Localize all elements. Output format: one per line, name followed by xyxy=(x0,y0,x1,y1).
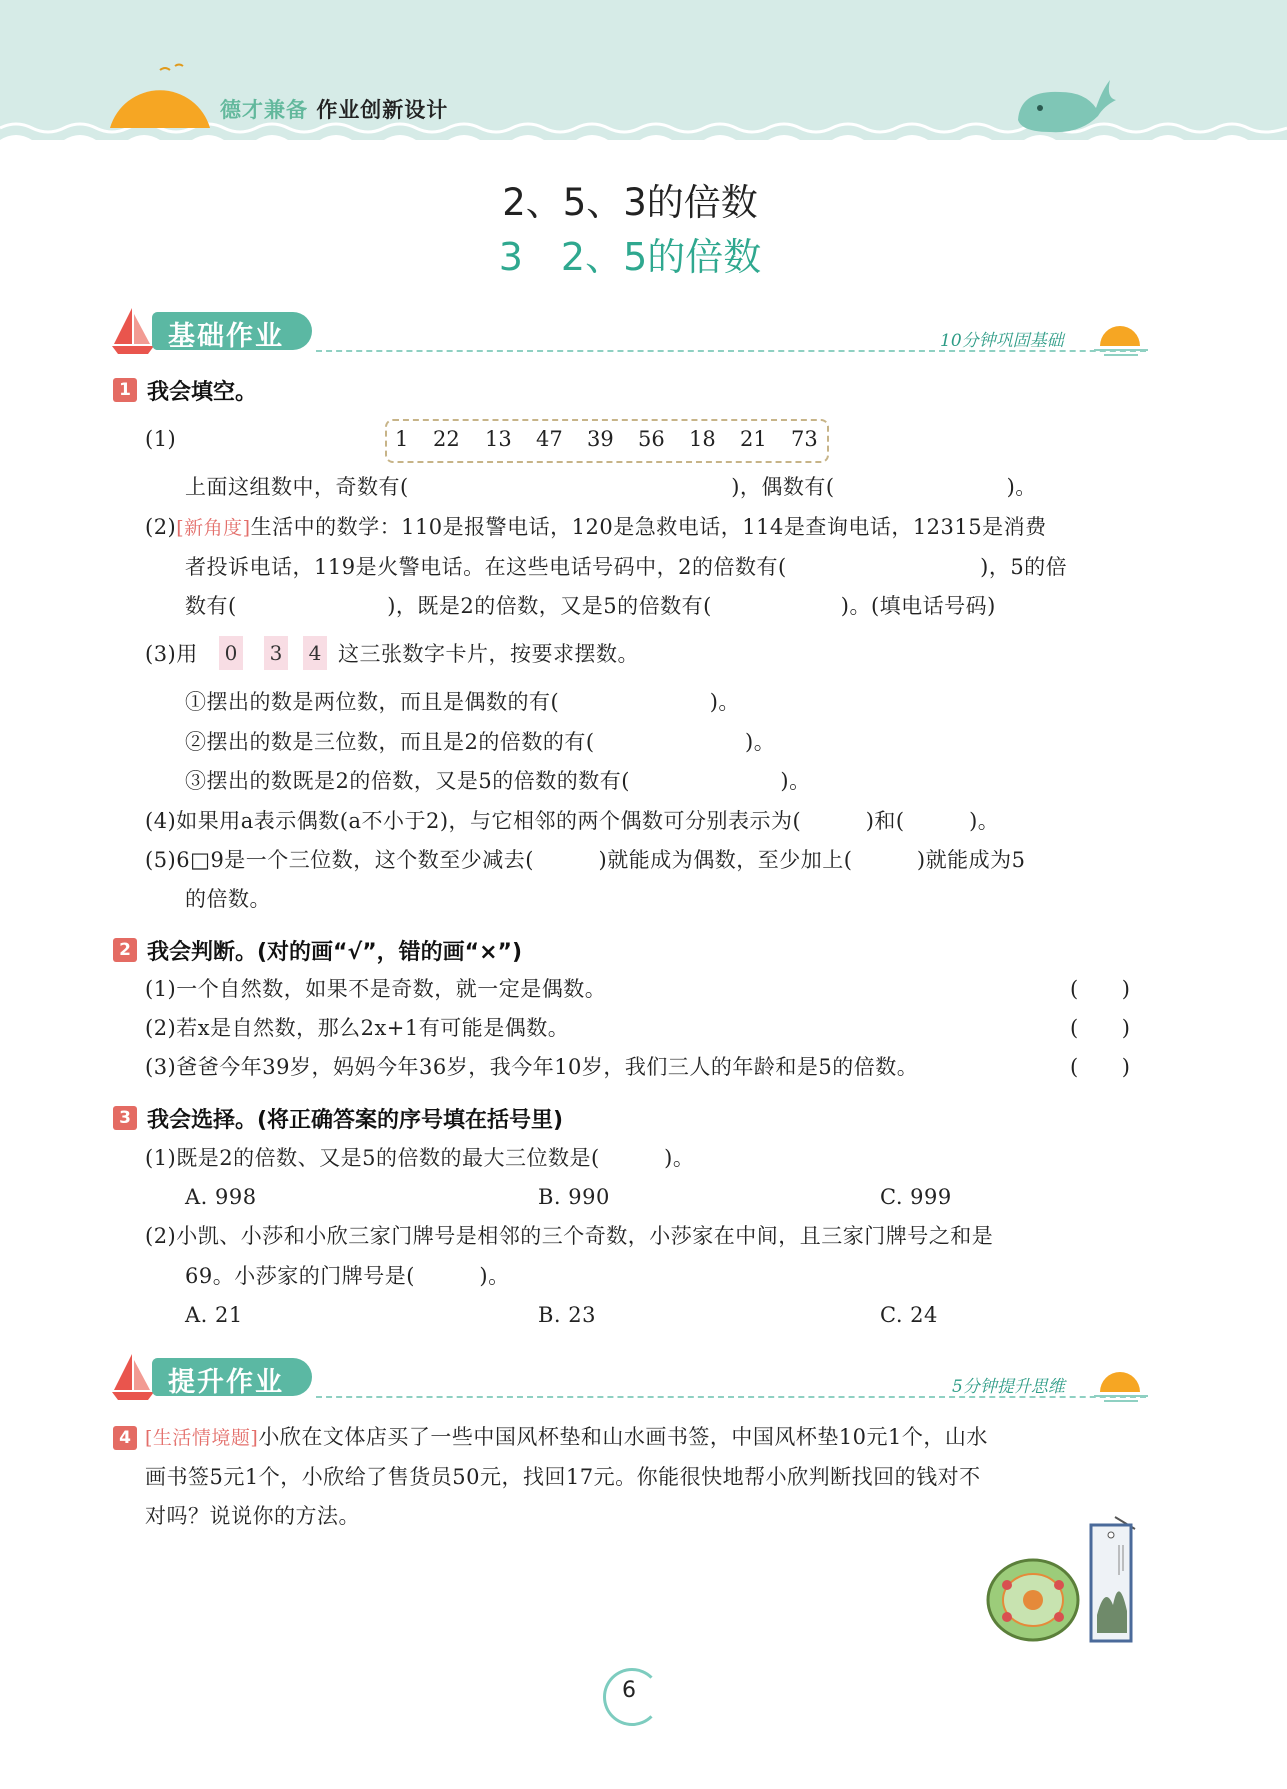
number-item: 22 xyxy=(433,427,460,451)
q4-line3: 对吗？说说你的方法。 xyxy=(145,1504,360,1528)
life-scenario-tag: [生活情境题] xyxy=(145,1427,259,1449)
q1-part3-b: ②摆出的数是三位数，而且是2的倍数的有( )。 xyxy=(185,730,776,754)
q1-part5-line2: 的倍数。 xyxy=(185,887,271,911)
number-item: 21 xyxy=(740,427,767,451)
number-item: 1 xyxy=(395,427,409,451)
option-c: C. 999 xyxy=(880,1185,952,1209)
q1-part2-line1 xyxy=(145,512,1047,543)
judge-item-1: (1)一个自然数，如果不是奇数，就一定是偶数。 xyxy=(145,977,607,1001)
lesson-title: 3 2、5的倍数 xyxy=(498,235,762,279)
number-item: 47 xyxy=(536,427,563,451)
q1-part1-label: (1) xyxy=(145,427,177,451)
number-item: 56 xyxy=(638,427,665,451)
q1-part5-line1: (5)6□9是一个三位数，这个数至少减去( )就能成为偶数，至少加上( )就能成为5 xyxy=(145,848,1026,872)
number-item: 73 xyxy=(791,427,818,451)
q1-part4: (4)如果用a表示偶数(a不小于2)，与它相邻的两个偶数可分别表示为( )和( )。 xyxy=(145,809,1000,833)
page-title: 2、5、3的倍数 xyxy=(502,181,758,224)
option-b: B. 23 xyxy=(538,1303,597,1327)
question-number-2: 2 xyxy=(113,938,137,962)
brand-title xyxy=(220,94,448,124)
q1-part2-line3: 数有( )，既是2的倍数，又是5的倍数有( )。(填电话号码) xyxy=(185,594,996,618)
digit-card: 4 xyxy=(303,636,327,670)
bookmark-illustration-icon xyxy=(1085,1515,1145,1645)
number-item: 18 xyxy=(689,427,716,451)
q1-part2-prefix: (2) xyxy=(145,515,177,539)
sunset-icon xyxy=(1092,1364,1150,1404)
judge-item-2: (2)若x是自然数，那么2x+1有可能是偶数。 xyxy=(145,1016,570,1040)
sailboat-icon xyxy=(110,306,156,356)
choice-question-2-line1: (2)小凯、小莎和小欣三家门牌号是相邻的三个奇数，小莎家在中间，且三家门牌号之和是 xyxy=(145,1224,994,1248)
question-number-1: 1 xyxy=(113,378,137,402)
question-number-4: 4 xyxy=(113,1426,137,1450)
section-note-basic: 10分钟巩固基础 xyxy=(940,331,1064,351)
section-title-advanced: 提升作业 xyxy=(168,1367,284,1398)
q1-part2-line2: 者投诉电话，119是火警电话。在这些电话号码中，2的倍数有( )，5的倍 xyxy=(185,555,1068,579)
page-number: 6 xyxy=(622,1678,636,1703)
q1-part1-question: 上面这组数中，奇数有( )，偶数有( )。 xyxy=(185,475,1037,499)
option-b: B. 990 xyxy=(538,1185,610,1209)
number-item: 39 xyxy=(587,427,614,451)
brand-name: 德才兼备 xyxy=(220,97,308,122)
q1-part3-prefix: (3)用 xyxy=(145,642,198,666)
sun-logo-icon xyxy=(105,60,215,130)
whale-icon xyxy=(1010,70,1120,135)
new-angle-tag: [新角度] xyxy=(176,517,251,539)
section-title-basic: 基础作业 xyxy=(168,321,284,352)
option-c: C. 24 xyxy=(880,1303,938,1327)
coaster-illustration-icon xyxy=(985,1555,1081,1645)
q4-line1 xyxy=(145,1422,988,1453)
q4-text1: 小欣在文体店买了一些中国风杯垫和山水画书签，中国风杯垫10元1个，山水 xyxy=(258,1425,988,1449)
answer-paren: ( ) xyxy=(1070,1055,1131,1079)
option-a: A. 998 xyxy=(185,1185,257,1209)
sailboat-icon xyxy=(110,1352,156,1402)
q1-part3-a: ①摆出的数是两位数，而且是偶数的有( )。 xyxy=(185,690,740,714)
question-number-3: 3 xyxy=(113,1106,137,1130)
answer-paren: ( ) xyxy=(1070,1016,1131,1040)
q1-part3-c: ③摆出的数既是2的倍数，又是5的倍数的数有( )。 xyxy=(185,769,811,793)
option-a: A. 21 xyxy=(185,1303,243,1327)
brand-series: 作业创新设计 xyxy=(316,97,449,122)
number-item: 13 xyxy=(485,427,512,451)
sunset-icon xyxy=(1092,318,1150,358)
q4-line2: 画书签5元1个，小欣给了售货员50元，找回17元。你能很快地帮小欣判断找回的钱对不 xyxy=(145,1465,981,1489)
question-title-3: 我会选择。(将正确答案的序号填在括号里) xyxy=(147,1108,564,1133)
question-title-1: 我会填空。 xyxy=(147,380,258,405)
question-title-2: 我会判断。(对的画“√”，错的画“×”) xyxy=(147,940,523,965)
q1-part3-suffix: 这三张数字卡片，按要求摆数。 xyxy=(338,642,639,666)
digit-card: 3 xyxy=(264,636,288,670)
digit-card: 0 xyxy=(219,636,243,670)
choice-question-1: (1)既是2的倍数、又是5的倍数的最大三位数是( )。 xyxy=(145,1146,695,1170)
section-note-advanced: 5分钟提升思维 xyxy=(952,1377,1065,1397)
choice-question-2-line2: 69。小莎家的门牌号是( )。 xyxy=(185,1264,510,1288)
answer-paren: ( ) xyxy=(1070,977,1131,1001)
q1-part2-text1: 生活中的数学：110是报警电话，120是急救电话，114是查询电话，12315是消费 xyxy=(250,515,1047,539)
judge-item-3: (3)爸爸今年39岁，妈妈今年36岁，我今年10岁，我们三人的年龄和是5的倍数。 xyxy=(145,1055,919,1079)
